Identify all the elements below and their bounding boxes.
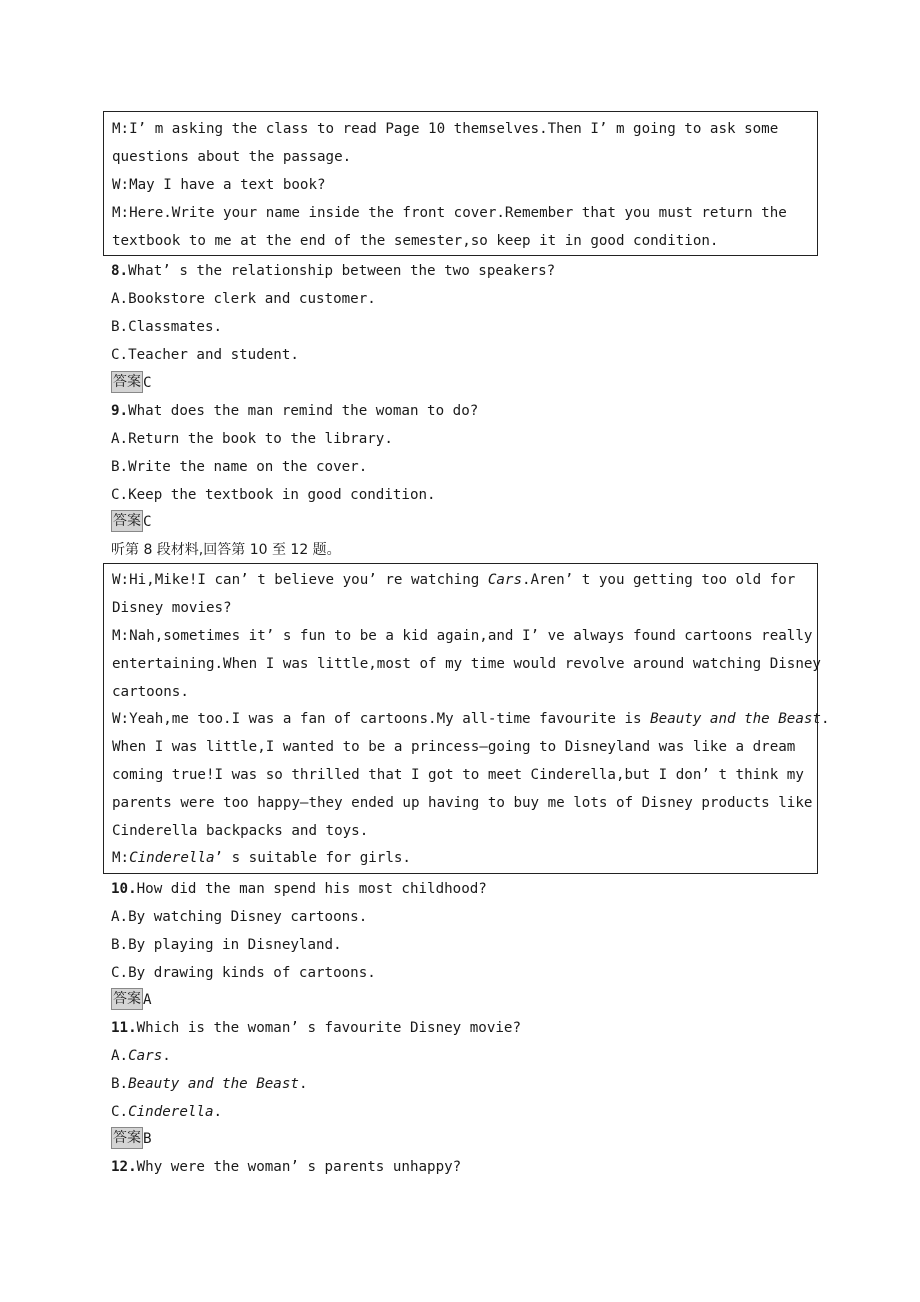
answer-tag: 答案 xyxy=(111,1127,143,1149)
question-number: 11. xyxy=(111,1020,137,1036)
dialogue-text: W:Hi,Mike!I can’ t believe you’ re watching xyxy=(112,572,488,588)
dialogue-text: M: xyxy=(112,850,130,866)
question-number: 12. xyxy=(111,1159,137,1175)
dialogue-line: parents were too happy—they ended up having to buy me lots of Disney products like xyxy=(112,795,813,811)
option-a xyxy=(111,1042,171,1070)
answer-row xyxy=(111,986,152,1014)
option-c xyxy=(111,1098,222,1126)
dialogue-line: cartoons. xyxy=(112,684,189,700)
question-11 xyxy=(111,1014,521,1042)
dialogue-line: Cinderella backpacks and toys. xyxy=(112,823,369,839)
question-text: Why were the woman’ s parents unhappy? xyxy=(136,1159,462,1175)
option-b: B.Write the name on the cover. xyxy=(111,459,368,475)
answer-row xyxy=(111,1125,152,1153)
dialogue-line xyxy=(112,566,795,594)
dialogue-box-2 xyxy=(103,563,830,874)
dialogue-text: .Aren’ t you getting too old for xyxy=(522,572,796,588)
question-text: How did the man spend his most childhood? xyxy=(136,881,487,897)
option-end: . xyxy=(162,1048,171,1064)
answer-row xyxy=(111,508,152,536)
option-b xyxy=(111,1070,307,1098)
question-text: What’ s the relationship between the two speakers? xyxy=(128,263,556,279)
answer-value: B xyxy=(143,1131,152,1147)
option-a: A.By watching Disney cartoons. xyxy=(111,909,368,925)
question-number: 10. xyxy=(111,881,137,897)
option-end: . xyxy=(298,1076,308,1092)
dialogue-line: When I was little,I wanted to be a princess—going to Disneyland was like a dream xyxy=(112,739,796,755)
option-letter: B. xyxy=(111,1076,129,1092)
dialogue-line: questions about the passage. xyxy=(112,149,352,165)
answer-value: C xyxy=(143,514,152,530)
dialogue-box-1 xyxy=(103,111,818,256)
option-letter: A. xyxy=(111,1048,129,1064)
option-a: A.Bookstore clerk and customer. xyxy=(111,291,376,307)
dialogue-line: entertaining.When I was little,most of my time would revolve around watching Disney xyxy=(112,656,821,672)
section-intro: 听第 8 段材料,回答第 10 至 12 题。 xyxy=(111,542,341,558)
option-b: B.By playing in Disneyland. xyxy=(111,937,342,953)
dialogue-line: M:Nah,sometimes it’ s fun to be a kid again,and I’ ve always found cartoons really xyxy=(112,628,813,644)
answer-tag: 答案 xyxy=(111,510,143,532)
movie-title: Beauty and the Beast xyxy=(650,711,821,727)
question-12 xyxy=(111,1153,461,1181)
movie-title: Cars xyxy=(487,572,523,588)
dialogue-text: . xyxy=(820,711,830,727)
dialogue-line: M:Here.Write your name inside the front cover.Remember that you must return the xyxy=(112,205,787,221)
question-number: 9. xyxy=(111,403,129,419)
question-9 xyxy=(111,397,478,425)
question-10 xyxy=(111,875,487,903)
dialogue-text: W:Yeah,me too.I was a fan of cartoons.My all-time favourite is xyxy=(112,711,651,727)
answer-tag: 答案 xyxy=(111,371,143,393)
question-text: What does the man remind the woman to do? xyxy=(128,403,479,419)
question-number: 8. xyxy=(111,263,129,279)
movie-title: Cinderella xyxy=(129,850,215,866)
dialogue-line: Disney movies? xyxy=(112,600,232,616)
dialogue-line xyxy=(112,705,830,733)
dialogue-line: M:I’ m asking the class to read Page 10 themselves.Then I’ m going to ask some xyxy=(112,121,779,137)
dialogue-line: coming true!I was so thrilled that I got to meet Cinderella,but I don’ t think my xyxy=(112,767,804,783)
option-b: B.Classmates. xyxy=(111,319,223,335)
option-end: . xyxy=(213,1104,223,1120)
answer-row xyxy=(111,369,152,397)
option-c: C.Keep the textbook in good condition. xyxy=(111,487,436,503)
movie-title: Cars xyxy=(128,1048,163,1064)
answer-tag: 答案 xyxy=(111,988,143,1010)
dialogue-text: ’ s suitable for girls. xyxy=(214,850,411,866)
option-c: C.Teacher and student. xyxy=(111,347,299,363)
dialogue-line: W:May I have a text book? xyxy=(112,177,326,193)
answer-value: C xyxy=(143,375,152,391)
dialogue-line xyxy=(112,844,411,872)
dialogue-line: textbook to me at the end of the semester,so keep it in good condition. xyxy=(112,233,719,249)
movie-title: Beauty and the Beast xyxy=(128,1076,299,1092)
question-text: Which is the woman’ s favourite Disney movie? xyxy=(136,1020,521,1036)
question-8 xyxy=(111,257,555,285)
option-c: C.By drawing kinds of cartoons. xyxy=(111,965,376,981)
movie-title: Cinderella xyxy=(128,1104,214,1120)
option-a: A.Return the book to the library. xyxy=(111,431,393,447)
answer-value: A xyxy=(143,992,152,1008)
option-letter: C. xyxy=(111,1104,129,1120)
